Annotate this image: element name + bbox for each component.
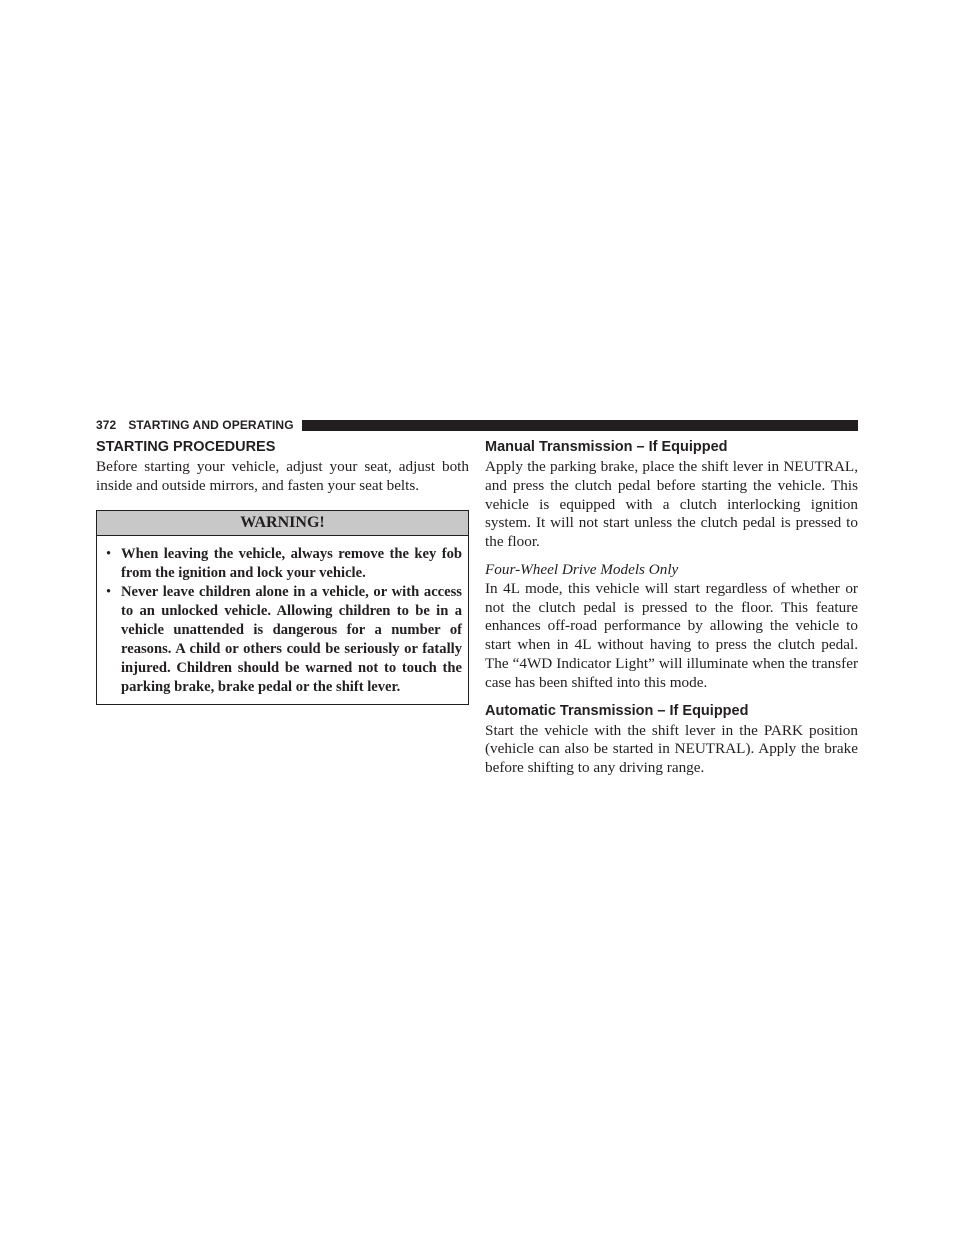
warning-box [96,510,469,705]
bullet-icon: • [106,584,112,601]
right-column [485,437,858,778]
automatic-transmission-heading: Automatic Transmission – If Equipped [485,702,749,719]
four-wheel-drive-subheading: Four-Wheel Drive Models Only [485,560,679,578]
automatic-transmission-text: Start the vehicle with the shift lever in the PARK position (vehicle can also be started in NEUTRAL). Apply the brake before shifting to any driving range. [485,721,858,777]
four-wheel-drive-text: In 4L mode, this vehicle will start regardless of whether or not the clutch pedal is pressed to the floor. This feature enhances off-road performance by allowing the vehicle to start when in 4L without having to press the clutch pedal. The “4WD Indicator Light” will illuminate when the transfer case has been shifted into this mode. [485,579,858,691]
left-column [96,437,469,705]
warning-item-text: Never leave children alone in a vehicle, or with access to an unlocked vehicle. Allowing children to be in a vehicle unattended is dangerous for a number of reasons. A child or others could be seriously or fatally injured. Children should be warned not to touch the parking brake, brake pedal or the shift lever. [121,584,462,695]
warning-list [97,536,468,704]
warning-item-text: When leaving the vehicle, always remove the key fob from the ignition and lock your vehicle. [121,545,462,581]
warning-item [106,545,462,583]
manual-transmission-heading: Manual Transmission – If Equipped [485,439,728,455]
header-rule [302,420,858,431]
starting-procedures-heading: STARTING PROCEDURES [96,439,276,455]
page-number: 372 [96,418,117,432]
page-header [96,417,858,433]
starting-procedures-intro: Before starting your vehicle, adjust your seat, adjust both inside and outside mirrors, and fasten your seat belts. [96,458,469,494]
warning-item [106,583,462,696]
manual-transmission-text: Apply the parking brake, place the shift lever in NEUTRAL, and press the clutch pedal before starting the vehicle. This vehicle is equipped with a clutch interlocking ignition system. It will not start unless the clutch pedal is pressed to the floor. [485,458,858,551]
bullet-icon: • [106,545,112,562]
warning-title: WARNING! [97,511,468,536]
section-title: STARTING AND OPERATING [128,418,294,432]
